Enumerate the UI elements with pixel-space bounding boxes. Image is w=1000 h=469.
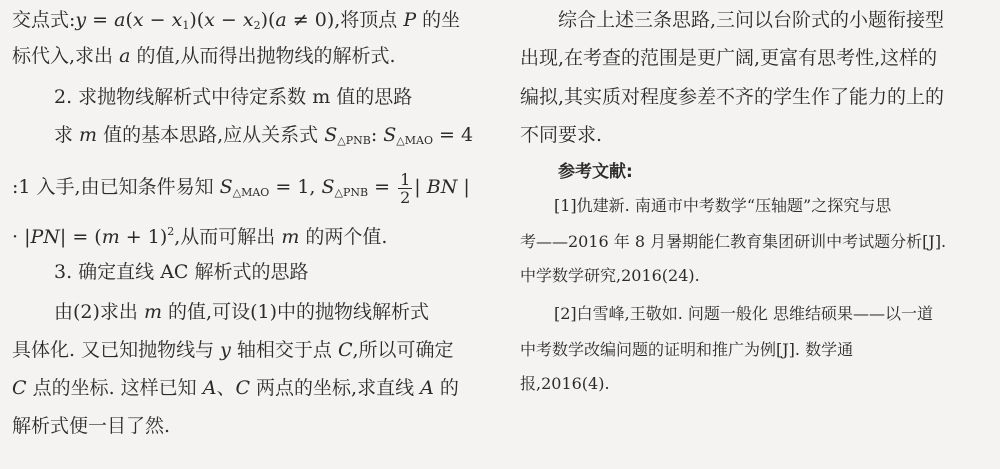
fraction-numerator: 1 [400,169,411,189]
reference-1-line: 中学数学研究,2016(24). [520,266,700,285]
paragraph-line: 出现,在考查的范围是更广阔,更富有思考性,这样的 [520,47,938,69]
section-heading-2: 2. 求抛物线解析式中待定系数 m 值的思路 [54,86,413,108]
text-fragment: 、 [216,377,236,399]
reference-1-line: 考——2016 年 8 月暑期能仁教育集团研训中考试题分析[J]. [520,232,947,251]
text-fragment: :1 入手,由已知条件易知 [12,176,220,198]
text-fragment: 求 [54,124,80,146]
text-fragment: · | [12,226,31,248]
text-line [12,165,470,209]
text-fragment: | [457,176,470,198]
superscript: 2 [167,225,175,238]
math-var: PN [30,226,60,248]
math-var: S [383,124,397,146]
text-fragment: 的坐 [416,9,461,31]
math-var: BN [426,176,458,198]
subscript: △PNB [334,186,369,199]
reference-2-line: 报,2016(4). [520,374,610,393]
subscript: △PNB [337,134,371,147]
text-fragment: 由(2)求出 [54,301,144,323]
text-fragment: − [214,9,243,31]
math-var: x [204,9,215,31]
text-fragment: | [414,176,427,198]
paragraph-line: 不同要求. [520,124,603,146]
reference-2-line: [2]白雪峰,王敬如. 问题一般化 思维结硕果——以一道 [554,304,934,323]
math-var: C [12,377,27,399]
section-heading-3: 3. 确定直线 AC 解析式的思路 [54,261,309,283]
text-fragment: )( [189,9,205,31]
text-fragment: ( [125,9,133,31]
math-var: m [143,301,162,323]
math-var: x [171,9,183,31]
text-fragment: 的两个值. [299,226,388,248]
math-var: x [242,9,254,31]
math-var: S [219,176,233,198]
text-fragment: 的值,可设(1)中的抛物线解析式 [162,301,429,323]
math-var: C [235,377,251,399]
text-fragment: )( [260,9,276,31]
references-heading: 参考文献: [558,162,633,182]
fraction-denominator: 2 [400,187,411,207]
text-line [12,374,459,402]
math-var: a [275,9,287,31]
text-fragment: ≠ 0),将顶点 [286,9,404,31]
math-var: A [202,377,217,399]
text-fragment: 交点式: [12,9,76,31]
text-fragment: = 1, [269,176,322,198]
math-var: P [403,9,417,31]
math-var: a [119,45,131,67]
text-line [12,218,387,246]
text-line [12,6,460,34]
math-var: m [101,226,120,248]
math-var: A [420,377,434,399]
subscript: △MAO [232,186,270,199]
paragraph-line: 编拟,其实质对程度参差不齐的学生作了能力的上的 [520,86,945,108]
subscript: △MAO [396,134,433,147]
reference-2-line: 中考数学改编问题的证明和推广为例[J]. 数学通 [520,340,854,359]
math-var: y [220,339,231,361]
text-line [54,121,473,149]
text-fragment: ,从而可解出 [174,226,282,248]
reference-1-line: [1]仇建新. 南通市中考数学“压轴题”之探究与思 [554,196,892,215]
text-fragment: 具体化. 又已知抛物线与 [12,339,221,361]
math-var: m [79,124,98,146]
text-fragment: 的 [433,377,459,399]
math-var: x [132,9,144,31]
paragraph-line: 综合上述三条思路,三问以台阶式的小题衔接型 [558,9,945,31]
text-line [12,336,454,364]
text-fragment: : [370,124,384,146]
math-var: a [114,9,126,31]
text-fragment: = 4 [432,124,474,146]
text-fragment: + 1) [119,226,168,248]
fraction [398,171,412,206]
text-line: 解析式便一目了然. [12,415,171,437]
text-fragment: 轴相交于点 [230,339,338,361]
math-var: C [337,339,353,361]
math-var: S [321,176,335,198]
subscript: 1 [182,19,190,32]
text-fragment: 两点的坐标,求直线 [250,377,421,399]
subscript: 2 [253,19,261,32]
math-var: y [75,9,87,31]
math-var: m [281,226,300,248]
text-fragment: − [143,9,172,31]
text-line [54,298,429,326]
text-fragment: 标代入,求出 [12,45,120,67]
text-fragment: | = ( [59,226,102,248]
text-fragment: 点的坐标. 这样已知 [26,377,203,399]
text-fragment: = [368,176,397,198]
text-fragment: ,所以可确定 [352,339,454,361]
text-line [12,42,396,70]
text-fragment: 的值,从而得出抛物线的解析式. [130,45,396,67]
text-fragment: 值的基本思路,应从关系式 [97,124,325,146]
math-var: S [324,124,338,146]
text-fragment: = [86,9,115,31]
